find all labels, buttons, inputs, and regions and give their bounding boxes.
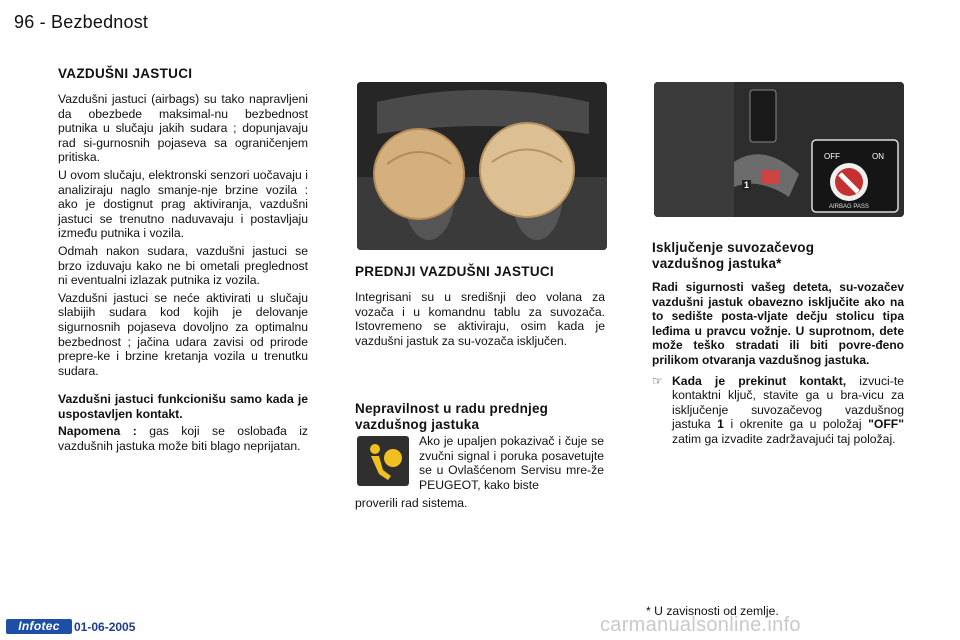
paragraph: Vazdušni jastuci (airbags) su tako napravljeni da obezbede maksimal-nu bezbednost putnika u slučaju jakih sudara ; dopunjavaju rad si-gurnosnih pojaseva sa ograničenjem pritiska.	[58, 92, 308, 165]
page-number: 96	[14, 12, 35, 32]
footnote: * U zavisnosti od zemlje.	[646, 604, 779, 618]
infotec-badge: Infotec	[6, 619, 72, 634]
paragraph: Odmah nakon sudara, vazdušni jastuci se brzo izduvaju kako ne bi ometali preglednost ni eventualni izlazak putnika iz vozila.	[58, 243, 308, 288]
note-label: Napomena :	[58, 424, 137, 439]
switch-marker-1: 1	[744, 180, 750, 190]
airbag-warning-icon-glyph	[357, 436, 409, 486]
warning-bold-paragraph: Radi sigurnosti vašeg deteta, su-vozačev vazdušni jastuk obavezno isključite ako na to sedište posta-vljate dečju stolicu tipa leđima u pravcu vožnje. U suprotnom, dete može teško stradati ili biti povre-đeno prilikom otvaranja vazdušnog jastuka.	[652, 280, 904, 367]
paragraph: Vazdušni jastuci se neće aktivirati u slučaju slabijih sudara kod kojih je delovanje sigurnosnih pojaseva dovoljno za optimalnu bezbednost ; jačina udara zavisi od prirode prepre-ke i brzine kretanja vozila u trenutku sudara.	[58, 290, 308, 378]
switch-label-small: AIRBAG PASS	[829, 204, 869, 210]
airbags-deployed-photo	[357, 82, 607, 250]
instruction-text	[672, 374, 904, 447]
section-title-front-airbags: PREDNJI VAZDUŠNI JASTUCI	[355, 264, 554, 279]
paragraph: U ovom slučaju, elektronski senzori uočavaju i analiziraju naglo smanje-nje brzine vozila : ako je dostignut prag aktiviranja, vazdušni jastuci se trenutno naduvavaju i postavljaju između putnika i vozila.	[58, 167, 308, 241]
section-title-passenger-deactivation	[652, 240, 814, 272]
page-header	[14, 12, 148, 33]
note-paragraph	[58, 424, 308, 453]
note-text: gas koji se oslobađa iz vazdušnih jastuka može biti blago neprijatan.	[58, 424, 308, 454]
instruction-number: 1	[717, 417, 724, 432]
instruction-part: zatim ga izvadite zadržavajući taj položaj.	[672, 431, 896, 446]
warning-text-block	[419, 434, 604, 492]
instruction-bullet	[652, 374, 904, 447]
warning-text-end	[355, 496, 605, 511]
column2-body	[355, 290, 605, 348]
instruction-bold: Kada je prekinut kontakt,	[672, 373, 847, 388]
warning-paragraph: Ako je upaljen pokazivač i čuje se zvučni signal i poruka posavetujte se u Ovlašćenom Servisu mre-že PEUGEOT, kako biste	[419, 434, 604, 492]
paragraph: Integrisani su u središnji deo volana za vozača i u komandnu tablu za suvozača. Istovremeno se aktiviraju, osim kada je vazdušni jastuk za su-vozača isključen.	[355, 290, 605, 348]
instruction-part: izvuci-te kontaktni ključ, stavite ga u bra-vicu za isključenje suvozačevog vazdušnog jastuka	[672, 373, 904, 432]
instruction-off: "OFF"	[868, 417, 904, 432]
header-separator: -	[39, 12, 46, 32]
section-title-line: Isključenje suvozačevog	[652, 240, 815, 255]
airbag-switch-photo	[654, 82, 904, 217]
pointing-hand-icon: ☞	[652, 373, 663, 388]
column3-body	[652, 280, 904, 447]
key-switch-illustration	[654, 82, 904, 217]
footer-date: 01-06-2005	[74, 620, 136, 634]
paragraph-bold: Vazdušni jastuci funkcionišu samo kada je uspostavljen kontakt.	[58, 392, 308, 421]
section-title-line: vazdušnog jastuka*	[652, 256, 782, 271]
switch-label-on: ON	[872, 152, 884, 161]
airbag-warning-icon	[357, 436, 409, 486]
instruction-part: i okrenite ga u položaj	[723, 417, 869, 432]
airbags-illustration	[357, 82, 607, 250]
warning-paragraph-end: proverili rad sistema.	[355, 496, 468, 510]
subsection-title-line: vazdušnog jastuka	[355, 417, 480, 432]
column1-body	[58, 92, 308, 454]
watermark: carmanualsonline.info	[600, 614, 801, 636]
subsection-title-malfunction	[355, 401, 548, 433]
section-title-airbags: VAZDUŠNI JASTUCI	[58, 66, 193, 81]
switch-label-off: OFF	[824, 152, 840, 161]
subsection-title-line: Nepravilnost u radu prednjeg	[355, 401, 549, 416]
chapter-title: Bezbednost	[51, 12, 149, 32]
